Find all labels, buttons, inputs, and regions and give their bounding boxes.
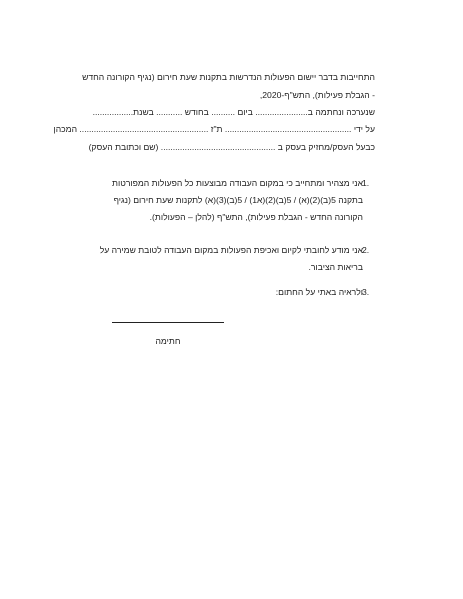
item-2-line-2: בריאות הציבור. bbox=[308, 262, 363, 272]
header-line-2: - הגבלת פעילות), התש"ף-2020, bbox=[259, 90, 375, 100]
header-line-5: כבעל העסק/מחזיק בעסק ב ................................................ (שם וכתובת העסק) bbox=[88, 142, 375, 152]
header-line-4: על ידי ..................................................... ת"ז ...................................................... המכהן bbox=[53, 124, 375, 134]
signature-line bbox=[112, 322, 224, 323]
item-number: 1. bbox=[362, 178, 370, 188]
item-3-line-1: ולראיה באתי על החתום: bbox=[275, 287, 363, 297]
header-line-1: התחייבות בדבר יישום הפעולות הנדרשות בתקנות שעת חירום (נגיף הקורונה החדש bbox=[82, 72, 375, 82]
signature-label: חתימה bbox=[155, 336, 181, 346]
item-2-line-1: אני מודע לחובתי לקיום ואכיפת הפעולות במקום העבודה לטובת שמירה על bbox=[99, 245, 363, 255]
header-line-3: שנערכה ונחתמה ב...................... ביום .......... בחודש ........... בשנת................. bbox=[92, 107, 375, 117]
item-1-line-2: בתקנה 5(ב)(2)(א) / 5(ב)(2)(א1) / 5(ב)(3)(א) לתקנות שעת חירום (נגיף bbox=[113, 195, 363, 205]
item-1-line-3: הקורונה החדש - הגבלת פעילות), התש"ף (להלן – הפעולות). bbox=[149, 212, 363, 222]
item-1-line-1: אני מצהיר ומתחייב כי במקום העבודה מבוצעות כל הפעולות המפורטות bbox=[112, 178, 363, 188]
item-number: 2. bbox=[362, 245, 370, 255]
item-number: 3. bbox=[362, 287, 370, 297]
